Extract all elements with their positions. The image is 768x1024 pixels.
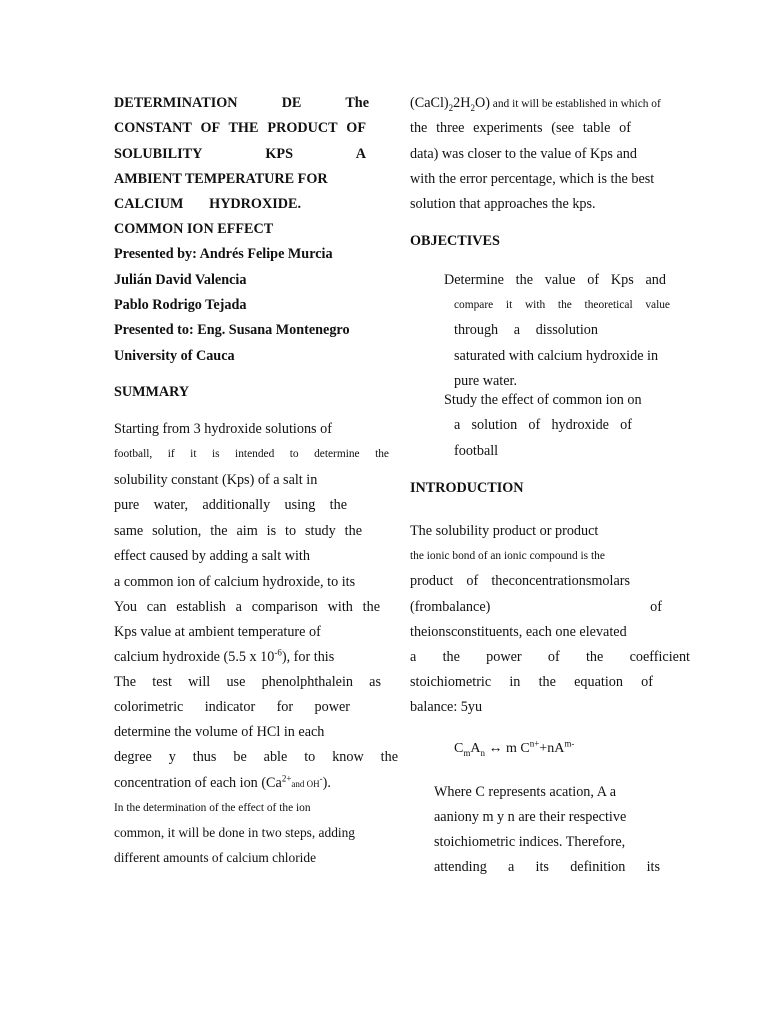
equilibrium-formula	[454, 740, 574, 758]
introduction-line: a the power of the coefficient	[410, 649, 690, 665]
presented-by: Presented by: Andrés Felipe Murcia	[114, 246, 333, 262]
subscript: n	[480, 747, 485, 758]
intro-line: with the error percentage, which is the best	[410, 171, 655, 187]
objective-line: through a dissolution	[454, 322, 598, 338]
charge: -	[319, 773, 323, 784]
formula-text: +nA	[539, 741, 565, 756]
summary-line: effect caused by adding a salt with	[114, 548, 310, 564]
title-line: CONSTANT OF THE PRODUCT OF	[114, 120, 366, 136]
formula-text: O)	[474, 95, 490, 111]
introduction-line: balance: 5yu	[410, 699, 483, 715]
exponent: -6	[274, 647, 282, 658]
formula-text: A	[470, 741, 481, 756]
objective-line: saturated with calcium hydroxide in	[454, 348, 659, 364]
summary-text: ), for this	[281, 649, 335, 665]
objective-text: Study the effect of common ion on	[444, 392, 642, 408]
where-line: Where C represents acation, A a	[434, 784, 616, 800]
introduction-line: theionsconstituents, each one elevated	[410, 624, 627, 640]
summary-line: different amounts of calcium chloride	[114, 850, 317, 865]
summary-line: degree y thus be able to know the	[114, 749, 398, 765]
objective-text: Determine the value of Kps and	[444, 272, 666, 288]
objective-item	[432, 391, 642, 409]
summary-text: OH	[304, 779, 320, 789]
summary-line: The test will use phenolphthalein as	[114, 674, 381, 690]
summary-line: colorimetric indicator for power	[114, 699, 350, 715]
summary-line: In the determination of the effect of the ion	[114, 802, 311, 814]
objective-line: football	[454, 443, 499, 459]
title-line: SOLUBILITY KPS A	[114, 146, 366, 162]
introduction-line: product of theconcentrationsmolars	[410, 573, 630, 589]
objective-item	[432, 271, 670, 289]
objective-line: pure water.	[454, 373, 518, 389]
summary-line: Kps value at ambient temperature of	[114, 624, 321, 640]
subscript: m	[463, 747, 471, 758]
summary-line-kps	[114, 648, 334, 666]
objectives-heading: OBJECTIVES	[410, 233, 500, 249]
title-line: DETERMINATION DE The	[114, 95, 369, 111]
summary-line: determine the volume of HCl in each	[114, 724, 325, 740]
introduction-line: (frombalance) of	[410, 599, 662, 615]
where-line: attending a its definition its	[434, 859, 660, 875]
objective-line: compare it with the theoretical value	[454, 299, 670, 311]
charge: 2+	[281, 773, 292, 784]
title-line: COMMON ION EFFECT	[114, 221, 274, 237]
intro-line: the three experiments (see table of	[410, 120, 631, 136]
summary-line: You can establish a comparison with the	[114, 599, 380, 615]
summary-line: common, it will be done in two steps, adding	[114, 825, 356, 840]
objective-line: a solution of hydroxide of	[454, 417, 632, 433]
summary-line: a common ion of calcium hydroxide, to its	[114, 574, 356, 590]
summary-line: Starting from 3 hydroxide solutions of	[114, 421, 332, 437]
formula-text: (CaCl)	[410, 95, 449, 111]
where-line: aaniony m y n are their respective	[434, 809, 627, 825]
summary-text: and	[291, 779, 305, 789]
subscript: 2	[448, 102, 454, 113]
intro-line: data) was closer to the value of Kps and	[410, 146, 637, 162]
body-text: and it will be established in which of	[489, 98, 661, 110]
introduction-line: The solubility product or product	[410, 523, 599, 539]
formula-text: C	[454, 741, 464, 756]
author-name: Julián David Valencia	[114, 272, 247, 288]
summary-text: ).	[322, 775, 331, 791]
intro-line: solution that approaches the kps.	[410, 196, 596, 212]
summary-line: football, if it is intended to determine the	[114, 448, 389, 460]
summary-text: concentration of each ion (Ca	[114, 775, 282, 791]
introduction-heading: INTRODUCTION	[410, 480, 524, 496]
summary-line: pure water, additionally using the	[114, 497, 347, 513]
summary-heading: SUMMARY	[114, 384, 190, 400]
introduction-line: the ionic bond of an ionic compound is the	[410, 550, 605, 562]
summary-line: same solution, the aim is to study the	[114, 523, 362, 539]
author-name: Pablo Rodrigo Tejada	[114, 297, 247, 313]
cacl-line	[410, 94, 661, 113]
introduction-line: stoichiometric in the equation of	[410, 674, 653, 690]
summary-line-ions	[114, 774, 331, 793]
charge: n+	[529, 738, 540, 749]
where-line: stoichiometric indices. Therefore,	[434, 834, 626, 850]
subscript: 2	[470, 102, 475, 113]
university: University of Cauca	[114, 348, 235, 364]
formula-text: ↔ m C	[484, 741, 530, 756]
title-line: CALCIUM HYDROXIDE.	[114, 196, 301, 212]
charge: m-	[564, 738, 575, 749]
formula-text: 2H	[453, 95, 471, 111]
summary-text: calcium hydroxide (5.5 x 10	[114, 649, 275, 665]
title-line: AMBIENT TEMPERATURE FOR	[114, 171, 328, 187]
presented-to: Presented to: Eng. Susana Montenegro	[114, 322, 350, 338]
summary-line: solubility constant (Kps) of a salt in	[114, 472, 318, 488]
